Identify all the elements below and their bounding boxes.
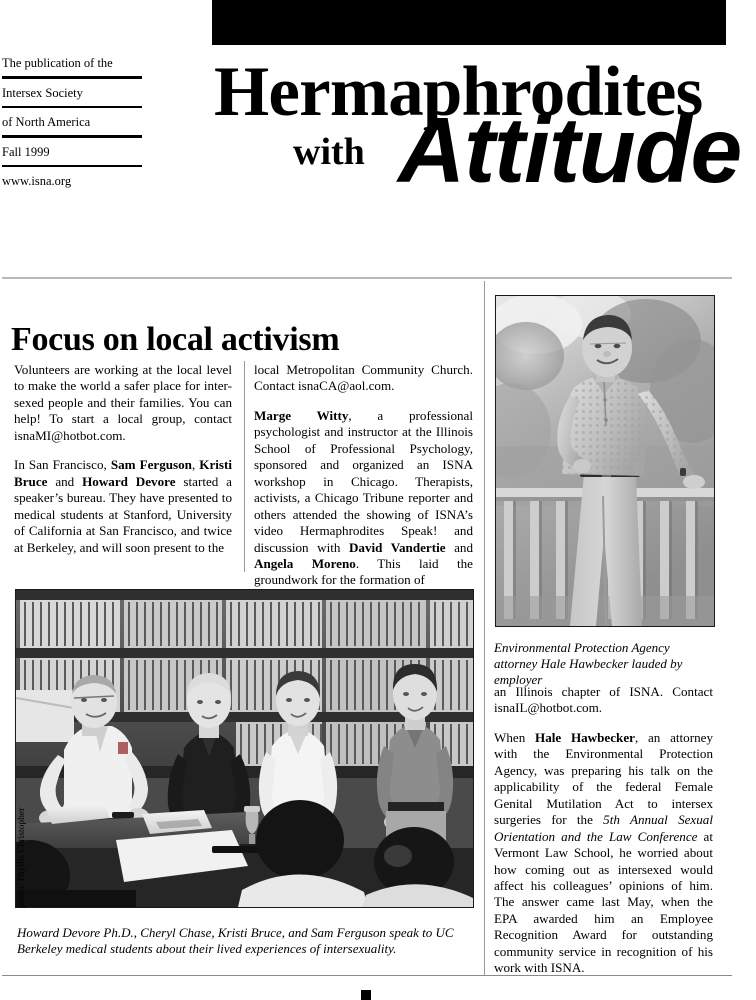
article-column-2	[254, 362, 473, 589]
nameplate-title	[0, 0, 756, 265]
paragraph-text: and	[47, 473, 83, 489]
person-name: Howard Devore	[82, 473, 176, 489]
photo-hale-hawbecker-portrait	[495, 295, 715, 627]
page-bottom-rule	[2, 975, 732, 976]
article-headline: Focus on local activism	[11, 320, 340, 358]
article-column-3	[494, 684, 713, 977]
photo-panel-speakers	[15, 589, 474, 908]
person-name: David Vandertie	[348, 539, 446, 555]
paragraph-text: and	[445, 539, 474, 555]
publication-info-line-2: Intersex Society	[2, 85, 83, 100]
person-name: Sam Ferguson	[110, 457, 192, 473]
masthead-bottom-rule	[2, 277, 732, 279]
column-divider-rule-1	[244, 361, 245, 572]
nameplate-title-accent: Attitude	[398, 98, 742, 202]
column-divider-rule-2	[484, 281, 485, 975]
photo-credit: photo: Phyllis Christopher	[17, 807, 27, 908]
paragraph-text: at Vermont Law School, he worried about how coming out as intersexed would affect his colleagues’ opinions of him. The answer came last May, when the EPA awarded him an Employee Recognition Award for outstanding community service in recognition of his work with ISNA.	[494, 828, 713, 976]
paragraph-text: started a speaker’s bureau. They have presented to medical students at Stanford, University of California at San Francisco, and twice at Berkeley, and will soon present to the	[14, 473, 232, 555]
person-name: Kristi Bruce	[14, 457, 233, 489]
paragraph-text: ,	[191, 457, 200, 473]
article-column-1	[14, 362, 232, 556]
paragraph-text: In San Francisco,	[14, 457, 111, 473]
article-paragraph	[14, 457, 232, 556]
publication-issue-date: Fall 1999	[2, 144, 50, 159]
end-of-article-mark	[361, 990, 371, 1000]
article-paragraph	[254, 408, 473, 589]
nameplate-title-with: with	[293, 131, 365, 173]
publication-website: www.isna.org	[2, 174, 72, 188]
article-paragraph: local Metropolitan Community Church. Contact isnaCA@aol.com.	[254, 362, 473, 394]
paragraph-text: , an attorney with the Environmental Protection Agency, was preparing his talk on the applicability of the federal Female Genital Mutilation Act to intersex surgeries for the	[494, 729, 713, 828]
paragraph-text: , a professional psychologist and instructor at the Illinois School of Professional Psychology, sponsored and organized an ISNA workshop in Chicago. Therapists, activists, a Chicago Tribune reporter and others attended the showing of ISNA’s video Hermaphrodites Speak! and discussion with	[254, 407, 473, 555]
paragraph-text: . This laid the groundwork for the formation of	[254, 555, 473, 588]
person-name: Hale Hawbecker	[535, 729, 635, 745]
nameplate-title-main: Hermaphrodites	[214, 53, 703, 131]
portrait-photo-graphic	[496, 296, 714, 626]
publication-info-line-1: The publication of the	[2, 56, 113, 70]
article-paragraph	[494, 730, 713, 977]
paragraph-text: When	[494, 729, 536, 745]
panel-photo-graphic	[16, 590, 473, 907]
person-name: Marge Witty	[254, 407, 349, 423]
photo-caption-right: Environmental Protection Agency attorney Hale Hawbecker lauded by employer	[494, 640, 683, 688]
conference-title: 5th Annual Sexual Orientation and the Law Conference	[494, 812, 713, 844]
article-paragraph: Volunteers are working at the local level to make the world a safer place for inter-sexed people and their families. You can help! To start a local group, contact isnaMI@hotbot.com.	[14, 362, 232, 443]
article-paragraph: an Illinois chapter of ISNA. Contact isnaIL@hotbot.com.	[494, 684, 713, 716]
person-name: Angela Moreno	[254, 555, 356, 571]
masthead	[0, 0, 756, 265]
publication-info-line-3: of North America	[2, 115, 91, 129]
photo-caption-bottom: Howard Devore Ph.D., Cheryl Chase, Kristi Bruce, and Sam Ferguson speak to UC Berkeley medical students about their lived experiences of intersexuality.	[17, 925, 454, 957]
